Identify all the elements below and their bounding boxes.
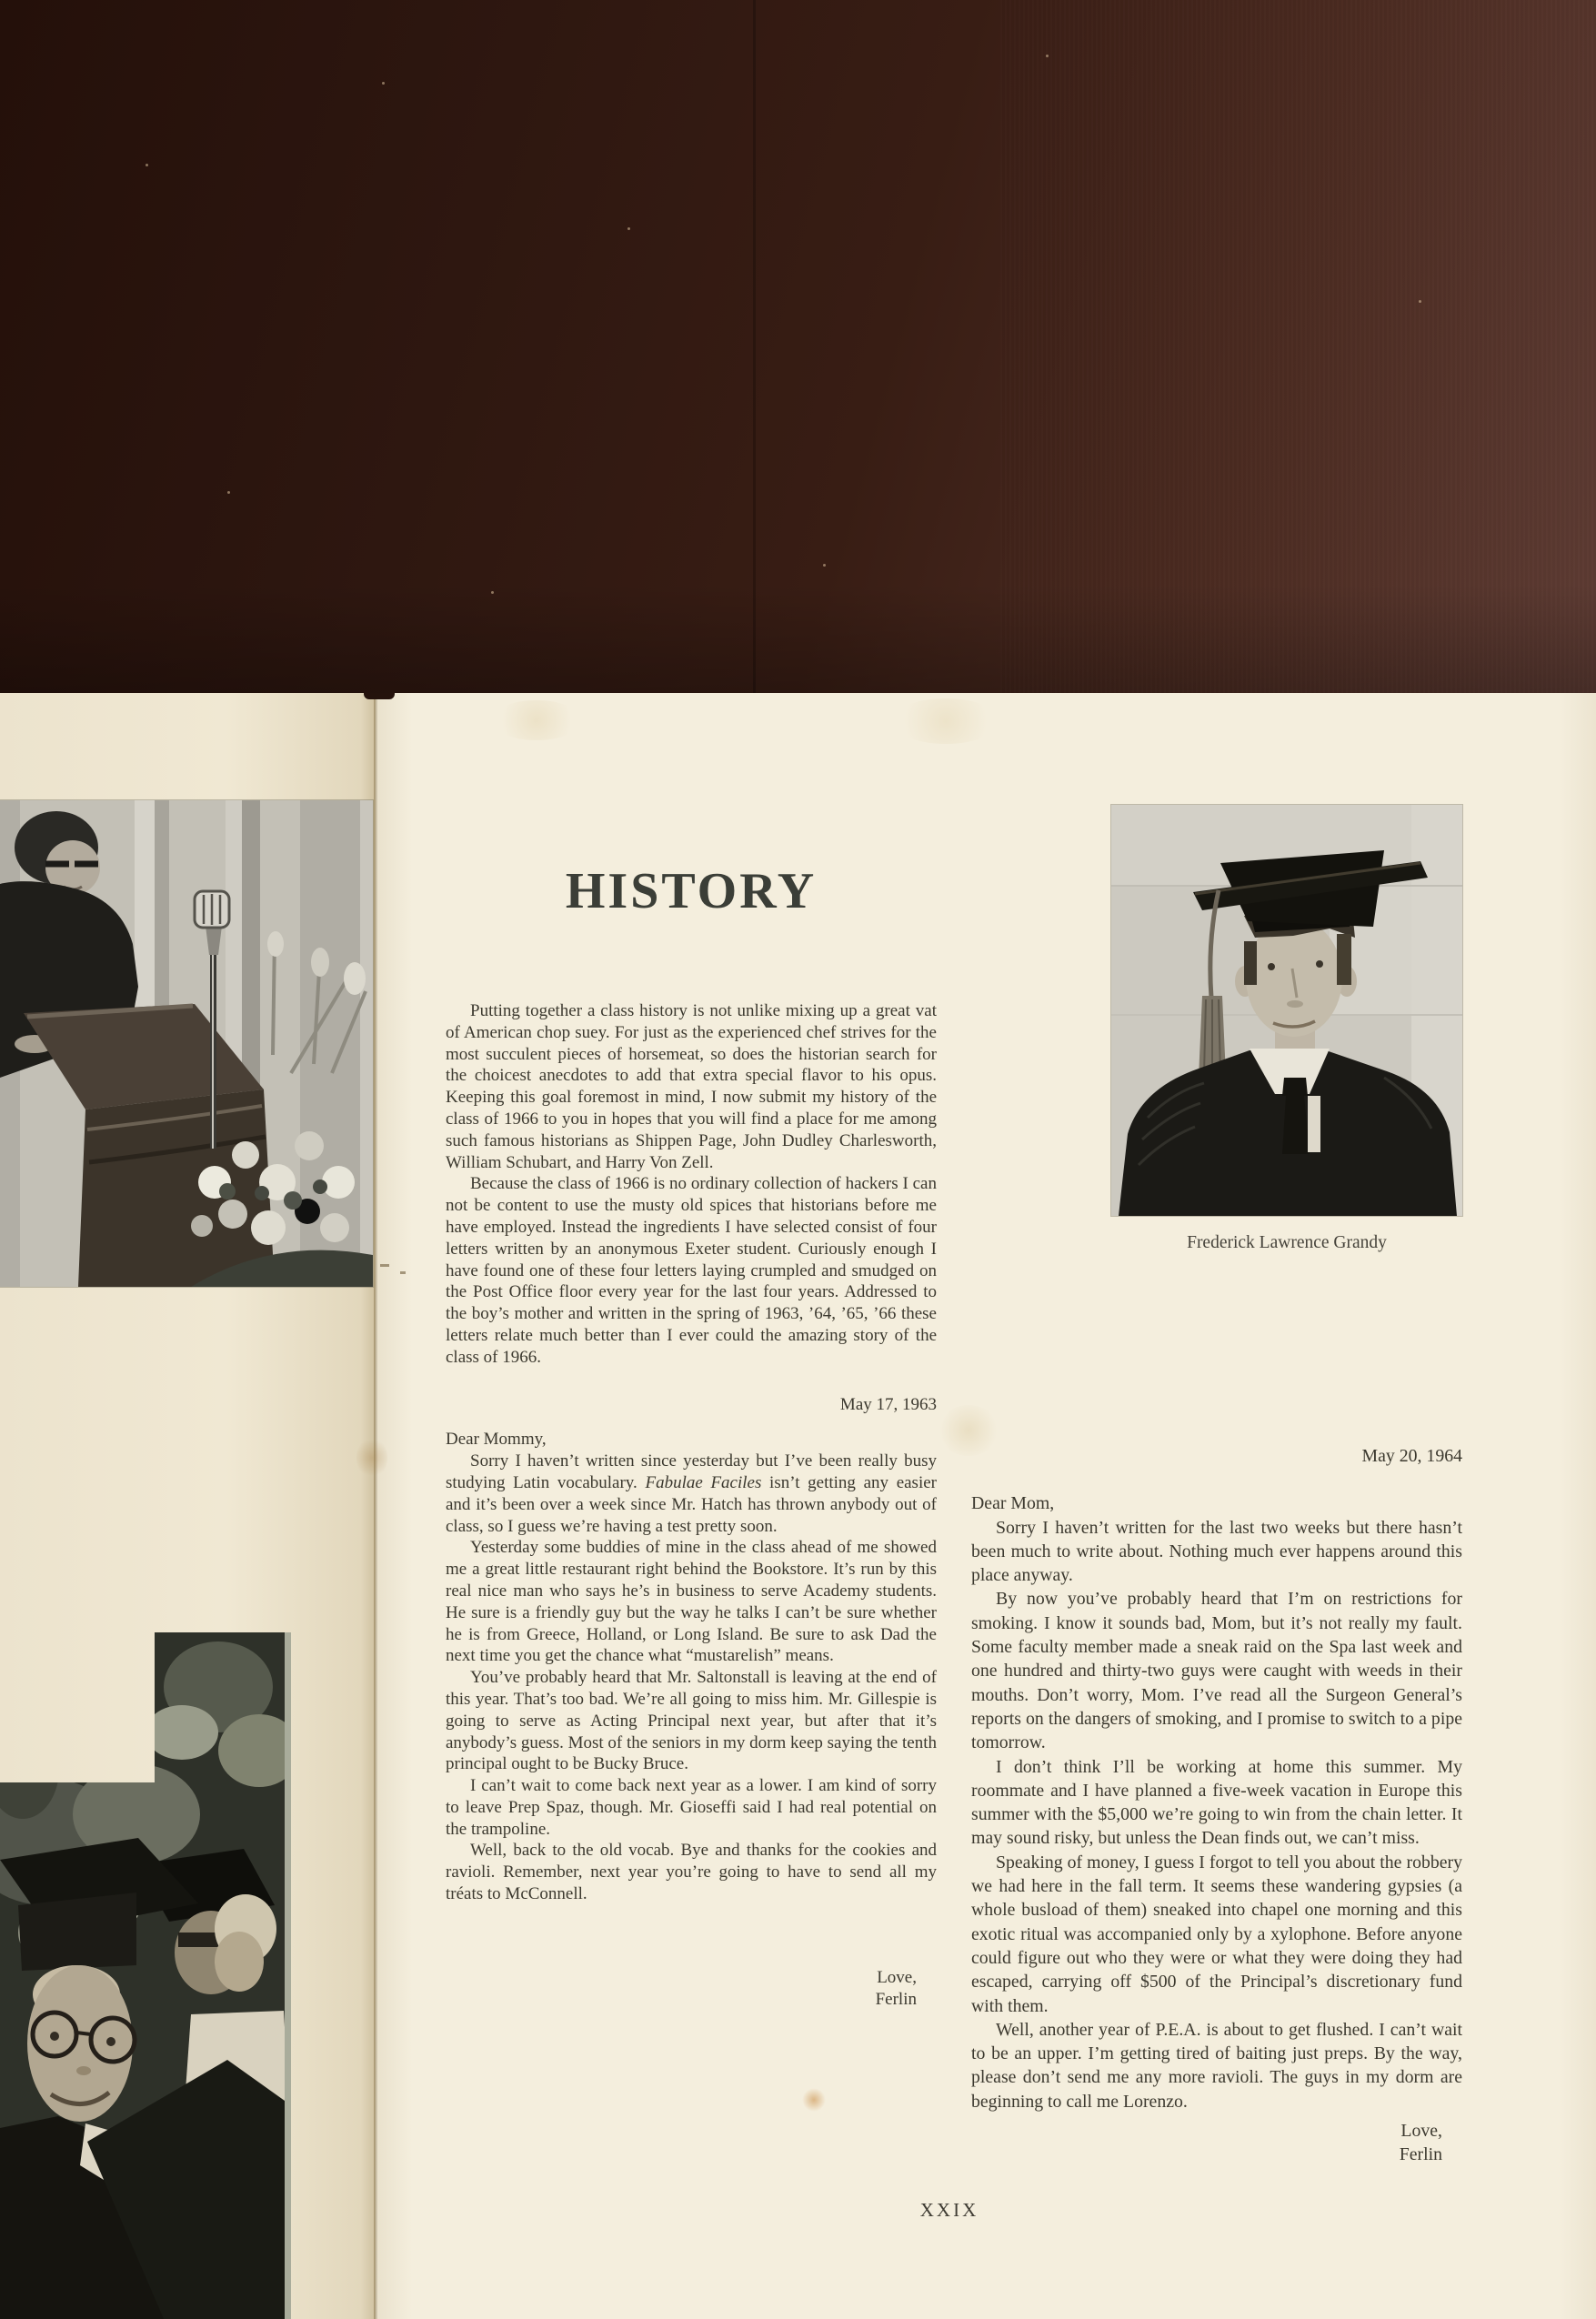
paragraph: Speaking of money, I guess I forgot to tell you about the robbery we had here in the fall term. It seems these wandering gypsies (a whole busload of them) sneaked into chapel one morning and this exotic ritual was accompanied only by a xylophone. Before anyone could figure out who they were or what they were doing they had escaped, carrying off $500 of the Principal’s discretionary fund with them. [971, 1852, 1462, 2016]
speaker-photo-art [0, 800, 373, 1287]
paragraph: Putting together a class history is not unlike mixing up a great vat of American chop suey. For just as the experienced chef strives for the most succulent pieces of horsemeat, so does the historian search for the choicest anecdotes to add that extra special flavor to his opus. Keeping this goal foremost in mind, I now submit my history of the class of 1966 to you in hopes that you will find a place for me among such famous historians as Shippen Page, John Dudley Charlesworth, William Schubart, and Harry Von Zell. [446, 1001, 937, 1172]
letter-1964-paragraphs [971, 1516, 1462, 2113]
letter-1963-signoff [446, 1967, 937, 2011]
dust-speck [382, 82, 385, 85]
woman-face [215, 1932, 264, 1992]
paragraph: You’ve probably heard that Mr. Saltonstall is leaving at the end of this year. That’s too bad. We’re all going to miss him. Mr. Gillespie is going to serve as Acting Principal next year, but after that it’s anybody’s guess. Most of the seniors in my dorm keep saying the tenth principal ought to be Bucky Bruce. [446, 1668, 937, 1774]
dust-speck [146, 164, 148, 166]
paragraph: By now you’ve probably heard that I’m on restrictions for smoking. I know it sounds bad, Mom, but it’s not really my fault. Some faculty member made a sneak raid on the Spa last week and one hundred and thirty-two guys were caught with weeds in their mouths. Don’t worry, Mom. I’ve read all the Surgeon General’s reports on the dangers of smoking, and I promise to switch to a pipe tomorrow. [971, 1589, 1462, 1753]
dust-speck [823, 564, 826, 567]
paper-fleck [400, 1271, 406, 1274]
graduate-portrait-photo [1111, 805, 1462, 1216]
letter-1964-date: May 20, 1964 [1361, 1446, 1462, 1466]
intro-paragraphs [446, 1000, 937, 1369]
speaker-at-lectern-photo [0, 800, 373, 1287]
fold-notch [364, 693, 395, 699]
paragraph: Well, another year of P.E.A. is about to get flushed. I can’t wait to be an upper. I’m getting tired of baiting just preps. By the way, please don’t send me any more ravioli. The guys in my dorm are beginning to call me Lorenzo. [971, 2019, 1462, 2112]
page-number: XXIX [919, 2199, 979, 2221]
paragraph: Yesterday some buddies of mine in the class ahead of me showed me a great little restaurant right behind the Bookstore. It’s run by this real nice man who says he’s in business to serve Academy students. He sure is a friendly guy but the way he talks I can’t be sure whether he is from Greece, Holland, or Long Island. Be sure to ask Dad the next time you get the chance what “mustarelish” means. [446, 1538, 937, 1666]
dust-speck [1046, 55, 1049, 57]
paper-stain [356, 1437, 387, 1479]
paper-stain [891, 698, 1000, 744]
dust-speck [627, 227, 630, 230]
page-title: HISTORY [565, 863, 818, 919]
dust-speck [227, 491, 230, 494]
paragraph: Sorry I haven’t written for the last two weeks but there hasn’t been much to write about. Nothing much ever happens around this place anyway. [971, 1517, 1462, 1586]
closing: Love, [877, 1967, 917, 1987]
left-text-column [446, 1000, 937, 2010]
paragraph: Sorry I haven’t written since yesterday but I’ve been really busy studying Latin vocabulary. Fabulae Faciles isn’t getting any easier and it’s been over a week since Mr. Hatch has thrown anybody out of class, so I guess we’re having a test pretty soon. [446, 1451, 937, 1536]
signature: Ferlin [1399, 2144, 1442, 2165]
portrait-caption: Frederick Lawrence Grandy [1187, 1233, 1387, 1252]
paper-fleck [380, 1264, 389, 1267]
paper-stain [491, 700, 582, 740]
letter-1964-salutation: Dear Mom, [971, 1493, 1055, 1514]
closing: Love, [1400, 2121, 1442, 2142]
paper-stain [802, 2088, 826, 2112]
paragraph: Because the class of 1966 is no ordinary collection of hackers I can not be content to use the musty old spices that historians before me have employed. Instead the ingredients I have selected consist of four letters written by an anonymous Exeter student. Curiously enough I have found one of these four letters laying crumpled and smudged on the Post Office floor every year for the last four years. Addressed to the boy’s mother and written in the spring of 1963, ’64, ’65, ’66 these letters relate much better than I ever could the amazing story of the class of 1966. [446, 1174, 937, 1367]
cover-shadow [0, 584, 1596, 693]
book-cover-band [0, 0, 1596, 693]
paragraph: I don’t think I’ll be working at home this summer. My roommate and I have planned a five-week vacation in Europe this summer with the $5,000 we’re going to win from the chain letter. It may sound risky, but unless the Dean finds out, we can’t miss. [971, 1756, 1462, 1849]
portrait-art [1111, 805, 1462, 1216]
letter-1963-salutation: Dear Mommy, [446, 1430, 547, 1450]
dust-speck [1419, 300, 1421, 303]
letter-1963-paragraphs [446, 1451, 937, 1905]
main-cap-crown [18, 1892, 136, 1971]
paragraph: I can’t wait to come back next year as a lower. I am kind of sorry to leave Prep Spaz, though. Mr. Gioseffi said I had real potential on the trampoline. [446, 1776, 937, 1839]
main-face [27, 1965, 133, 2122]
signature: Ferlin [875, 1989, 917, 2009]
right-text-column [971, 1444, 1462, 2167]
page-fold [374, 693, 377, 2319]
dust-speck [491, 591, 494, 594]
letter-1963-date: May 17, 1963 [839, 1394, 937, 1414]
paragraph: Well, back to the old vocab. Bye and thanks for the cookies and ravioli. Remember, next year you’re going to have to send all my tréats to McConnell. [446, 1841, 937, 1904]
letter-1964-signoff [971, 2119, 1462, 2167]
